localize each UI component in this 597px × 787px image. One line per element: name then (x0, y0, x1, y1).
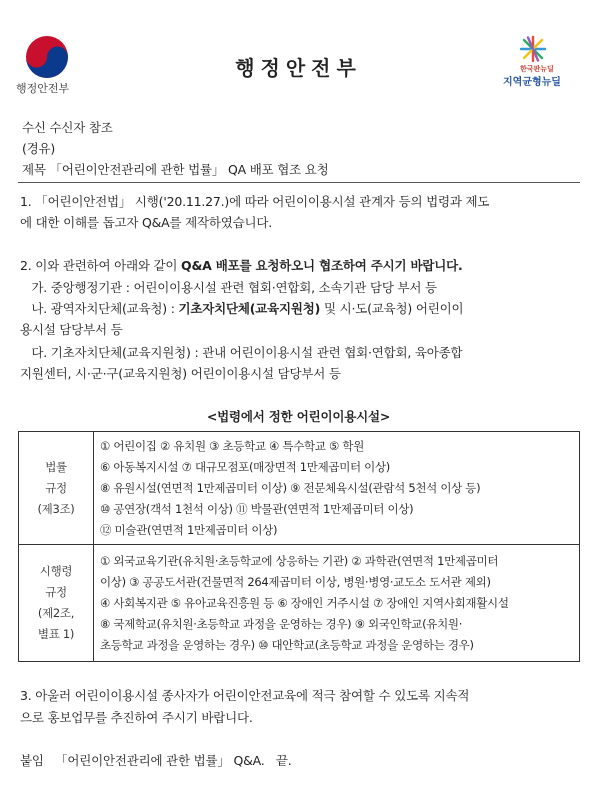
subject-divider (18, 182, 580, 183)
row1-header-line3: (제3조) (37, 501, 75, 516)
subject-line: 제목 「어린이안전관리에 관한 법률」 QA 배포 협조 요청 (22, 162, 329, 177)
row1-content (94, 432, 580, 545)
row1-line: ⑧ 유원시설(연면적 1만제곱미터 이상) ⑨ 전문체육시설(관람석 5천석 이상 등) (100, 480, 481, 495)
row1-line: ⑩ 공연장(객석 1천석 이상) ⑪ 박물관(연면적 1만제곱미터 이상) (100, 501, 414, 516)
row1-header (19, 432, 94, 545)
row1-line: ⑥ 아동복지시설 ⑦ 대규모점포(매장면적 1만제곱미터 이상) (100, 459, 390, 474)
row2-line: ④ 사회복지관 ⑤ 유아교육진흥원 등 ⑥ 장애인 거주시설 ⑦ 장애인 지역사회재활시설 (100, 595, 509, 610)
row1-line: ① 어린이집 ② 유치원 ③ 초등학교 ④ 특수학교 ⑤ 학원 (100, 438, 364, 453)
table-row (19, 545, 580, 662)
para2-bold: Q&A 배포를 요청하오니 협조하여 주시기 바랍니다. (181, 258, 463, 273)
row2-content (94, 545, 580, 662)
na-post: 및 시·도(교육청) 어린이이 (320, 301, 464, 316)
right-logo-top-text: 한국판뉴딜 (520, 65, 554, 73)
row2-header-line4: 별표 1) (37, 627, 75, 641)
para2-da-line2: 지원센터, 시·군·구(교육지원청) 어린이이용시설 담당부서 등 (20, 366, 341, 381)
row2-line: ① 외국교육기관(유치원·초등학교에 상응하는 기관) ② 과학관(연면적 1만제곱미터 (100, 553, 499, 568)
via-line: (경유) (22, 141, 56, 156)
row2-line: ⑧ 국제학교(유치원·초등학교 과정을 운영하는 경우) ⑨ 외국인학교(유치원· (100, 616, 463, 631)
para3-line2: 으로 홍보업무를 추진하여 주시기 바랍니다. (20, 710, 253, 725)
row2-line: 이상) ③ 공공도서관(건물면적 264제곱미터 이상, 병원·병영·교도소 도서관 제외) (100, 574, 491, 589)
para2-da-line1: 다. 기초자치단체(교육지원청) : 관내 어린이이용시설 관련 협회·연합회, 육아종합 (20, 345, 463, 360)
recipient-line: 수신 수신자 참조 (22, 120, 113, 135)
row2-header-line2: 규정 (45, 585, 67, 599)
row1-header-line2: 규정 (45, 480, 67, 495)
para2-na (20, 300, 463, 318)
new-deal-logo-icon (518, 34, 548, 64)
org-left-label: 행정안전부 (16, 82, 70, 95)
facility-table (18, 431, 580, 662)
table-row (19, 432, 580, 545)
na-prefix: 나. 광역자치단체(교육청) : (20, 301, 179, 316)
row1-header-line1: 법률 (45, 459, 67, 474)
para1-line2: 에 대한 이해를 돕고자 Q&A를 제작하였습니다. (20, 215, 273, 230)
para3-line1: 3. 아울러 어린이이용시설 종사자가 어린이안전교육에 적극 참여할 수 있도록 지속적 (20, 688, 470, 703)
row2-header (19, 545, 94, 662)
para2-line1 (20, 257, 463, 275)
para2-na-line2: 용시설 담당부서 등 (20, 322, 123, 337)
table-title: <법령에서 정한 어린이이용시설> (206, 409, 391, 424)
row2-header-line1: 시행령 (39, 564, 73, 578)
row2-line: 초등학교 과정을 운영하는 경우) ⑩ 대안학교(초등학교 과정을 운영하는 경우) (100, 637, 474, 652)
ministry-title: 행정안전부 (235, 56, 362, 80)
attachment-line: 붙임 「어린이안전관리에 관한 법률」 Q&A. 끝. (20, 753, 292, 768)
para2-ga: 가. 중앙행정기관 : 어린이이용시설 관련 협회·연합회, 소속기관 담당 부서 등 (20, 280, 437, 295)
right-logo-bottom-text: 지역균형뉴딜 (503, 77, 561, 88)
row2-header-line3: (제2조, (37, 606, 75, 620)
row1-line: ⑫ 미술관(연면적 1만제곱미터 이상) (100, 522, 278, 537)
na-bold: 기초자치단체(교육지원청) (178, 301, 321, 316)
para2-prefix: 2. 이와 관련하여 아래와 같이 (20, 258, 182, 273)
para1-line1: 1. 「어린이안전법」 시행('20.11.27.)에 따라 어린이이용시설 관계자 등의 법령과 제도 (20, 194, 490, 209)
